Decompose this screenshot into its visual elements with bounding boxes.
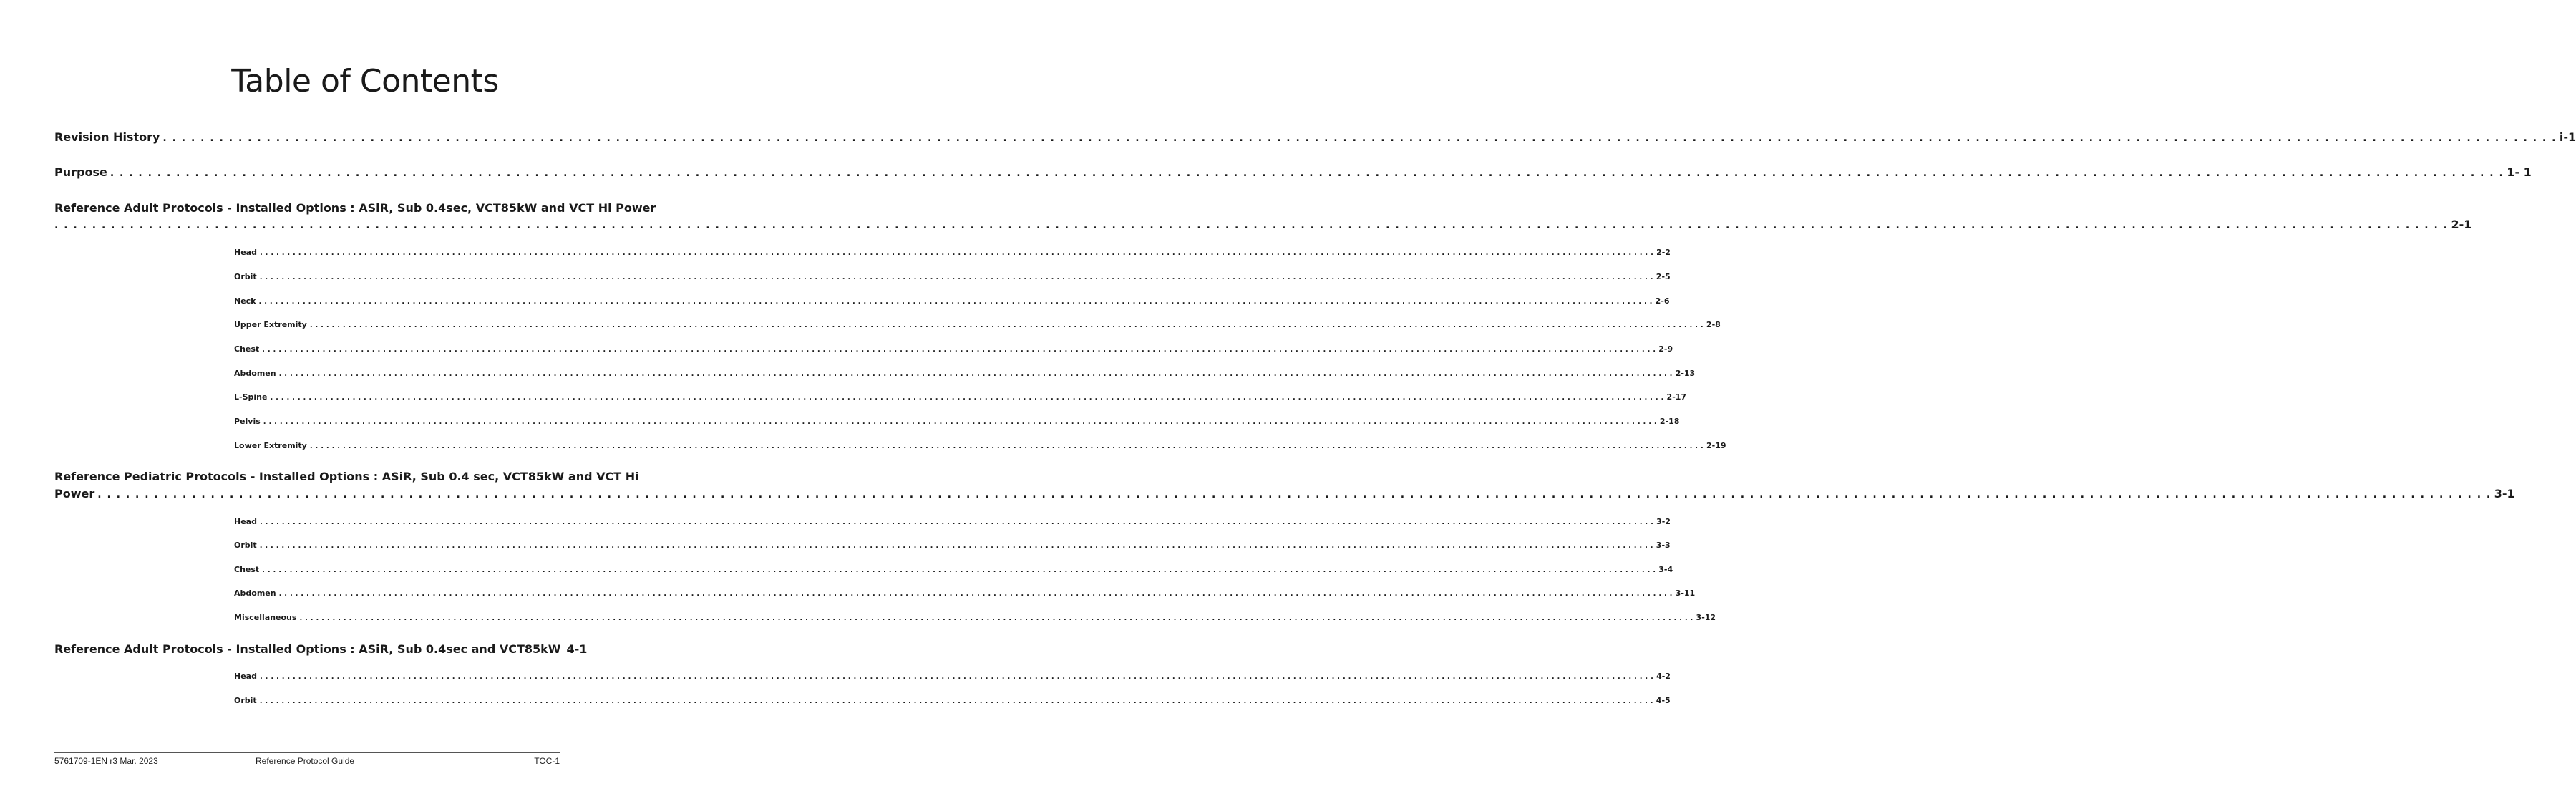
- toc-subentry-page: 3-3: [1656, 541, 1671, 550]
- dot-leader: [262, 566, 1656, 574]
- toc-subentry[interactable]: [234, 417, 1680, 428]
- dot-leader: [162, 132, 2557, 144]
- dot-leader: [310, 442, 1703, 450]
- toc-subentry-page: 2-9: [1658, 344, 1673, 354]
- toc-subentry-page: 3-12: [1696, 613, 1716, 622]
- toc-subentry-label: Abdomen: [234, 369, 276, 378]
- toc-subentry[interactable]: [234, 672, 1671, 683]
- toc-entry-page: 1- 1: [2507, 165, 2532, 179]
- toc-subentry-label: Abdomen: [234, 589, 276, 598]
- toc-subentry-page: 4-2: [1656, 672, 1671, 681]
- dot-leader: [262, 346, 1656, 354]
- toc-subentry-page: 2-13: [1675, 369, 1696, 378]
- toc-entry-page: i-1: [2559, 130, 2576, 144]
- toc-subentry[interactable]: [234, 613, 1716, 624]
- dot-leader: [110, 168, 2504, 179]
- toc-entry-purpose[interactable]: [54, 165, 2532, 181]
- toc-subentry-page: 4-5: [1656, 696, 1671, 705]
- toc-subentry[interactable]: [234, 320, 1721, 331]
- dot-leader: [270, 394, 1663, 402]
- toc-subentry[interactable]: [234, 296, 1670, 308]
- toc-subentry-page: 2-8: [1706, 320, 1721, 329]
- toc-subentry-label: Neck: [234, 296, 256, 306]
- dot-leader: [54, 220, 2449, 231]
- dot-leader: [263, 418, 1657, 426]
- toc-entry-page: 4-1: [566, 642, 588, 656]
- dot-leader: [260, 273, 1653, 281]
- toc-subentry[interactable]: [234, 392, 1687, 404]
- toc-subentry[interactable]: [234, 541, 1671, 552]
- toc-subentry-label: Chest: [234, 344, 260, 354]
- toc-subentry-label: Head: [234, 672, 257, 681]
- toc-entry-label: Reference Adult Protocols - Installed Options : ASiR, Sub 0.4sec and VCT85kW: [54, 642, 561, 656]
- toc-entry-section3-label[interactable]: Reference Pediatric Protocols - Installed Options : ASiR, Sub 0.4 sec, VCT85kW and VCT Hi: [54, 470, 639, 483]
- toc-entry-page: 3-1: [2494, 487, 2515, 500]
- toc-subentry-page: 2-5: [1656, 272, 1671, 281]
- toc-subentry[interactable]: [234, 589, 1696, 600]
- toc-subentry[interactable]: [234, 696, 1671, 707]
- dot-leader: [260, 673, 1653, 681]
- toc-subentry-page: 2-2: [1656, 248, 1671, 257]
- toc-entry-label: Purpose: [54, 165, 107, 179]
- toc-subentry-page: 2-6: [1655, 296, 1670, 306]
- toc-subentry-page: 3-2: [1656, 517, 1671, 526]
- toc-subentry[interactable]: [234, 248, 1671, 259]
- toc-subentry[interactable]: [234, 272, 1671, 284]
- footer-doc-id: 5761709-1EN r3 Mar. 2023: [54, 756, 158, 766]
- toc-subentry-label: Orbit: [234, 272, 257, 281]
- toc-subentry-label: Pelvis: [234, 417, 261, 426]
- toc-subentry-label: Upper Extremity: [234, 320, 307, 329]
- toc-subentry-label: L-Spine: [234, 392, 268, 402]
- toc-entry-section4[interactable]: [54, 642, 588, 658]
- dot-leader: [279, 370, 1673, 378]
- toc-entry-section2-label[interactable]: Reference Adult Protocols - Installed Options : ASiR, Sub 0.4sec, VCT85kW and VCT Hi Power: [54, 201, 656, 215]
- page-title: Table of Contents: [231, 63, 499, 100]
- toc-entry-revision-history[interactable]: [54, 130, 2576, 146]
- toc-subentry[interactable]: [234, 441, 1726, 452]
- toc-entry-page: 2-1: [2451, 218, 2472, 231]
- toc-entry-label: Power: [54, 487, 95, 500]
- toc-entry-label: Revision History: [54, 130, 160, 144]
- dot-leader: [260, 697, 1653, 705]
- toc-subentry-label: Orbit: [234, 541, 257, 550]
- dot-leader: [260, 542, 1653, 550]
- toc-subentry-label: Head: [234, 517, 257, 526]
- toc-subentry[interactable]: [234, 517, 1671, 528]
- toc-subentry-label: Head: [234, 248, 257, 257]
- toc-subentry-page: 3-11: [1675, 589, 1696, 598]
- toc-entry-section2[interactable]: [54, 218, 2472, 233]
- dot-leader: [279, 590, 1673, 598]
- toc-subentry[interactable]: [234, 344, 1673, 356]
- toc-subentry[interactable]: [234, 369, 1696, 380]
- dot-leader: [97, 489, 2492, 500]
- toc-subentry[interactable]: [234, 565, 1673, 576]
- toc-subentry-page: 2-19: [1706, 441, 1726, 450]
- toc-subentry-label: Miscellaneous: [234, 613, 297, 622]
- dot-leader: [260, 249, 1653, 257]
- toc-subentry-label: Lower Extremity: [234, 441, 307, 450]
- toc-subentry-page: 2-18: [1659, 417, 1680, 426]
- footer-doc-title: Reference Protocol Guide: [256, 756, 355, 766]
- dot-leader: [260, 518, 1653, 526]
- toc-subentry-label: Orbit: [234, 696, 257, 705]
- footer-page-number: TOC-1: [534, 756, 560, 766]
- dot-leader: [259, 298, 1653, 306]
- toc-entry-section3[interactable]: [54, 487, 2515, 503]
- toc-subentry-page: 2-17: [1666, 392, 1687, 402]
- toc-subentry-page: 3-4: [1658, 565, 1673, 574]
- dot-leader: [310, 321, 1703, 329]
- toc-subentry-label: Chest: [234, 565, 260, 574]
- dot-leader: [299, 614, 1693, 622]
- footer-divider: [54, 752, 560, 753]
